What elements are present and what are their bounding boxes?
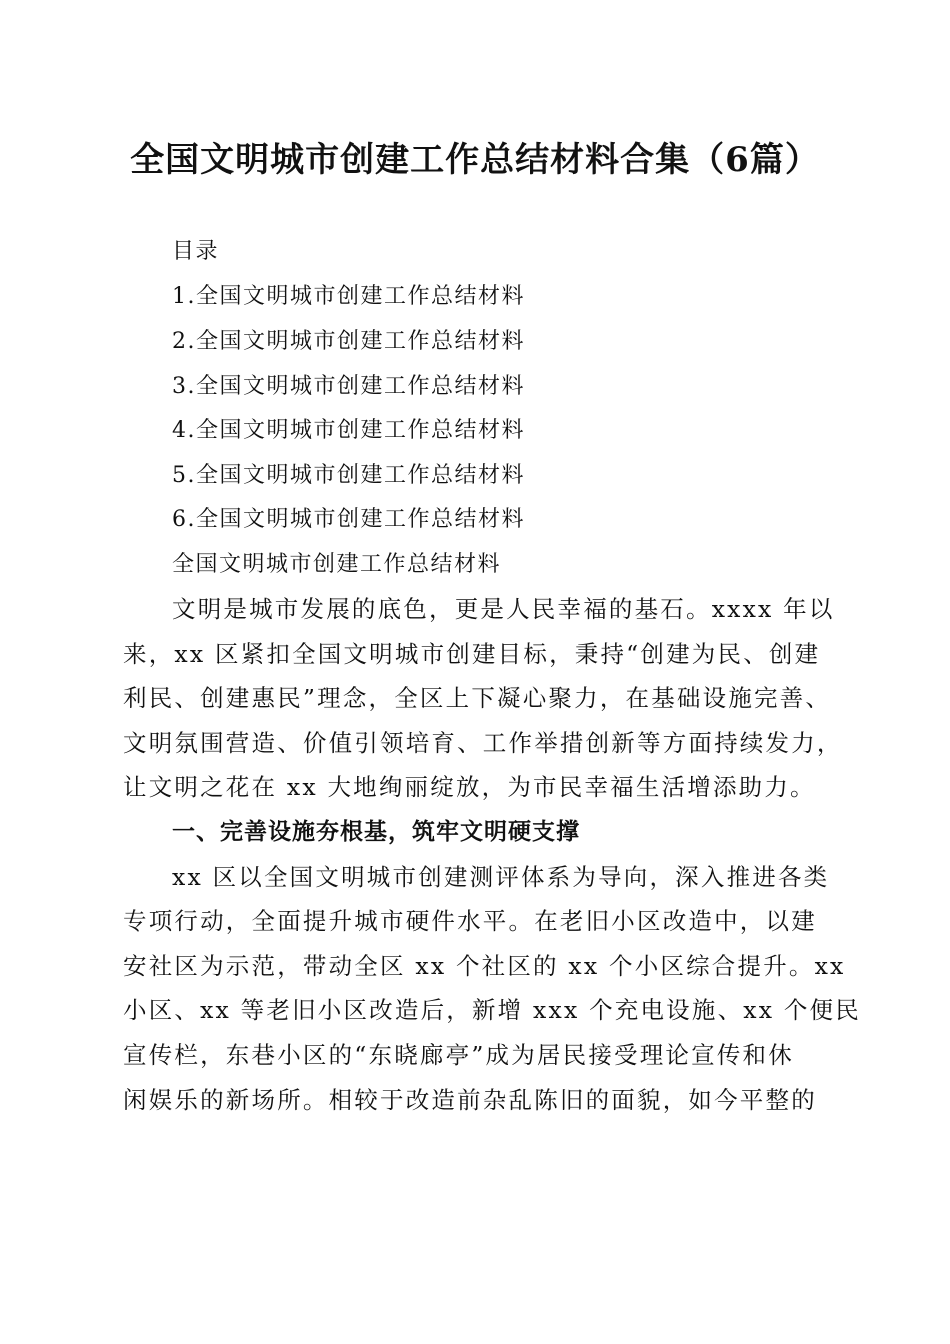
document-title: 全国文明城市创建工作总结材料合集（6篇） [130, 140, 820, 180]
intro-line-4: 文明氛围营造、价值引领培育、工作举措创新等方面持续发力， [123, 729, 843, 757]
section-1-line-1: xx 区以全国文明城市创建测评体系为导向，深入推进各类 [172, 863, 830, 891]
section-1-heading: 一、完善设施夯根基，筑牢文明硬支撑 [172, 819, 580, 845]
intro-line-1: 文明是城市发展的底色，更是人民幸福的基石。xxxx 年以 [172, 595, 835, 623]
toc-item-1: 1.全国文明城市创建工作总结材料 [172, 284, 525, 309]
section-1-line-2: 专项行动，全面提升城市硬件水平。在老旧小区改造中，以建 [123, 907, 817, 935]
section-1-line-3: 安社区为示范，带动全区 xx 个社区的 xx 个小区综合提升。xx [123, 952, 846, 980]
section-1-line-6: 闲娱乐的新场所。相较于改造前杂乱陈旧的面貌，如今平整的 [123, 1086, 817, 1114]
section-1-line-5: 宣传栏，东巷小区的“东晓廊亭”成为居民接受理论宣传和休 [123, 1041, 794, 1069]
intro-line-2: 来，xx 区紧扣全国文明城市创建目标，秉持“创建为民、创建 [123, 640, 821, 668]
article-title: 全国文明城市创建工作总结材料 [172, 552, 502, 577]
toc-item-6: 6.全国文明城市创建工作总结材料 [172, 507, 525, 532]
toc-item-3: 3.全国文明城市创建工作总结材料 [172, 374, 525, 399]
intro-line-5: 让文明之花在 xx 大地绚丽绽放，为市民幸福生活增添助力。 [123, 773, 816, 801]
toc-item-4: 4.全国文明城市创建工作总结材料 [172, 418, 525, 443]
section-1-line-4: 小区、xx 等老旧小区改造后，新增 xxx 个充电设施、xx 个便民 [123, 996, 861, 1024]
toc-item-2: 2.全国文明城市创建工作总结材料 [172, 329, 525, 354]
toc-item-5: 5.全国文明城市创建工作总结材料 [172, 463, 525, 488]
toc-heading: 目录 [172, 239, 220, 264]
intro-line-3: 利民、创建惠民”理念，全区上下凝心聚力，在基础设施完善、 [123, 684, 832, 712]
